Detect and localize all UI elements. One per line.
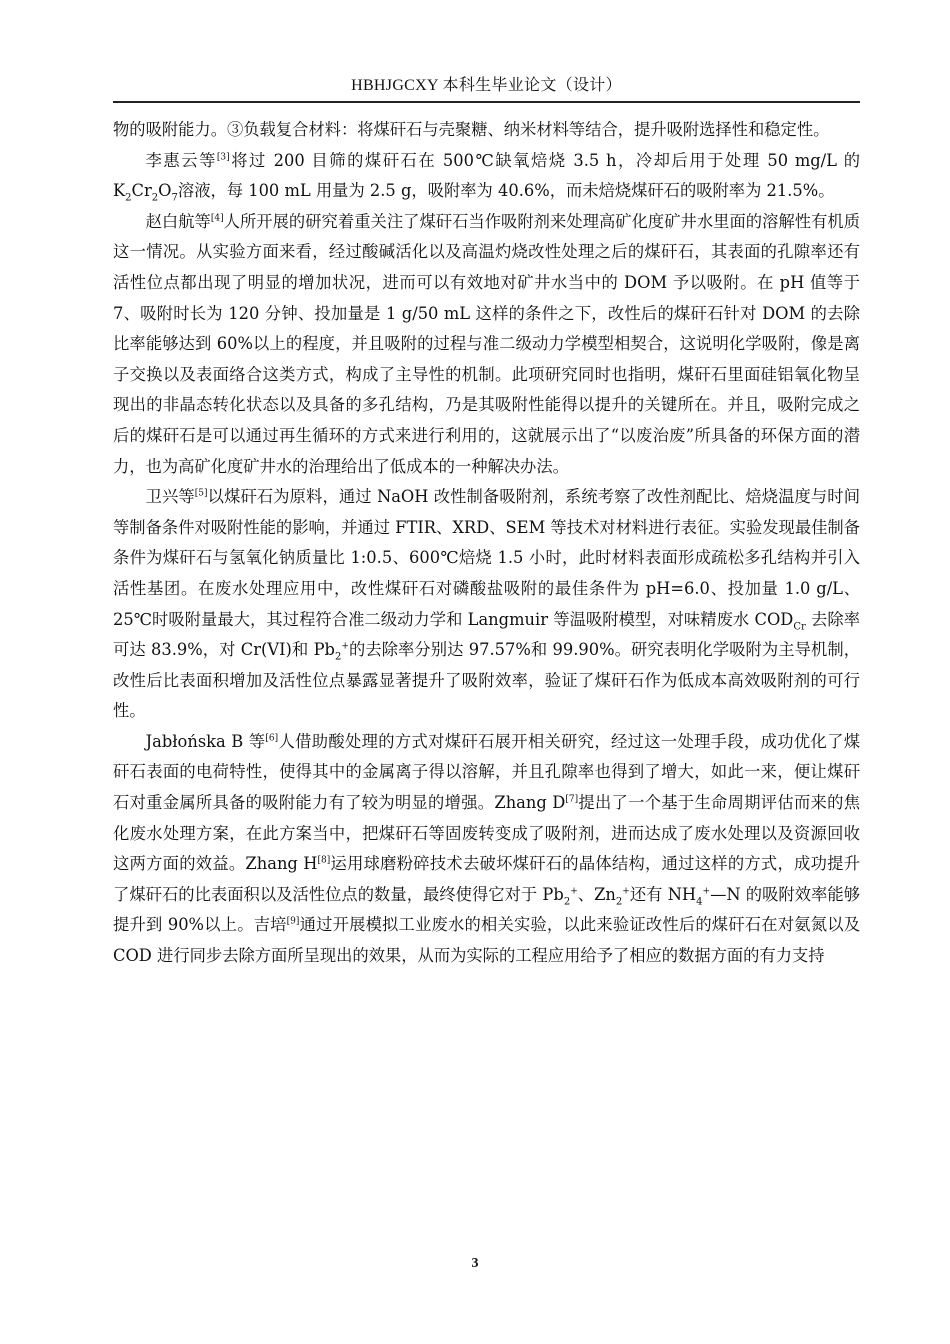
paragraph-text: Cr — [131, 181, 152, 201]
subscript: 2 — [151, 192, 159, 204]
paragraph-text: 提出了一个基于生命周期评估而来的焦化废水处理方案，在此方案当中，把煤矸石等固废转变成了吸附剂，进而达成了废水处理以及资源回收这两方面的效益。Zhang H — [113, 793, 860, 874]
paragraph-li-huiyun — [113, 146, 860, 207]
paragraph-text: 人借助酸处理的方式对煤矸石展开相关研究，经过这一处理手段，成功优化了煤矸石表面的电荷特性，使得其中的金属离子得以溶解，并且孔隙率也得到了增大，如此一来，便让煤矸石对重金属所具备的吸附能力有了较为明显的增强。Zhang D — [113, 731, 860, 813]
paragraph-text: 李惠云等 — [145, 150, 217, 170]
paragraph-text: —N 的吸附效率能够提升到 90%以上。吉培 — [113, 884, 860, 935]
citation-ref[interactable]: [8] — [317, 855, 331, 866]
subscript: Cr — [793, 620, 806, 632]
citation-ref[interactable]: [6] — [265, 733, 279, 744]
superscript: + — [341, 641, 349, 652]
paragraph-text: 运用球磨粉碎技术去破坏煤矸石的晶体结构，通过这样的方式，成功提升了煤矸石的比表面积以及活性位点的数量，最终使得它对于 Pb — [113, 854, 860, 904]
paragraph-text: 去除率可达 83.9%，对 Cr(VI)和 Pb — [113, 609, 860, 660]
superscript: + — [570, 886, 578, 897]
page-number: 3 — [471, 1256, 479, 1271]
paragraph-jablonska — [113, 727, 860, 972]
subscript: 2 — [125, 192, 132, 204]
superscript: + — [622, 886, 630, 897]
paragraph-text: 、Zn — [577, 884, 616, 904]
subscript: 7 — [171, 192, 178, 204]
body-text — [113, 115, 860, 972]
paragraph-text: 以煤矸石为原料，通过 NaOH 改性制备吸附剂，系统考察了改性剂配比、焙烧温度与时间等制备条件对吸附性能的影响，并通过 FTIR、XRD、SEM 等技术对材料进行表征。实验发现最佳制备条件为煤矸石与氢氧化钠质量比 1:0.5、600℃焙烧 1.5 小时，此时材料表面形成疏松多孔结构并引入活性基团。在废水处理应用中，改性煤矸石对磷酸盐吸附的最佳条件为 pH=6.0、投加量 1.0 g/L、25℃时吸附量最大，其过程符合准二级动力学和 Langmuir 等温吸附模型，对味精废水 COD — [113, 487, 860, 629]
subscript: 2 — [334, 651, 342, 663]
citation-ref[interactable]: [3] — [216, 152, 230, 163]
citation-ref[interactable]: [7] — [565, 794, 579, 805]
page-header — [113, 70, 860, 103]
paragraph-wei-xing — [113, 482, 860, 727]
paragraph-text: 还有 NH — [629, 884, 697, 904]
paragraph-text: Jabłońska B 等 — [145, 731, 266, 751]
paragraph-text: 通过开展模拟工业废水的相关实验，以此来验证改性后的煤矸石在对氨氮以及 COD 进行同步去除方面所呈现出的效果，从而为实际的工程应用给予了相应的数据方面的有力支持 — [113, 915, 860, 966]
header-title: HBHJGCXY 本科生毕业论文（设计） — [351, 77, 622, 94]
citation-ref[interactable]: [9] — [286, 917, 300, 928]
paragraph-text: 的去除率分别达 97.57%和 99.90%。研究表明化学吸附为主导机制，改性后比表面积增加及活性位点暴露显著提升了吸附效率，验证了煤矸石作为低成本高效吸附剂的可行性。 — [113, 640, 861, 721]
subscript: 4 — [696, 896, 703, 908]
paragraph-text: O — [158, 181, 172, 201]
superscript: + — [702, 886, 711, 897]
citation-ref[interactable]: [4] — [210, 213, 224, 224]
paragraph-zhao-baihang — [113, 207, 860, 482]
paragraph-text: 物的吸附能力。③负载复合材料：将煤矸石与壳聚糖、纳米材料等结合，提升吸附选择性和稳定性。 — [113, 120, 830, 139]
paragraph-continuation — [113, 115, 860, 146]
paragraph-text: 溶液，每 100 mL 用量为 2.5 g，吸附率为 40.6%，而未焙烧煤矸石的吸附率为 21.5%。 — [177, 181, 835, 201]
paragraph-text: 将过 200 目筛的煤矸石在 500℃缺氧焙烧 3.5 h，冷却后用于处理 50 mg/L 的 K — [113, 150, 860, 201]
subscript: 2 — [563, 896, 571, 908]
paragraph-text: 人所开展的研究着重关注了煤矸石当作吸附剂来处理高矿化度矿井水里面的溶解性有机质这一情况。从实验方面来看，经过酸碱活化以及高温灼烧改性处理之后的煤矸石，其表面的孔隙率还有活性位点都出现了明显的增加状况，进而可以有效地对矿井水当中的 DOM 予以吸附。在 pH 值等于 7、吸附时长为 120 分钟、投加量是 1 g/50 mL 这样的条件之下，改性后的煤矸石针对 DOM 的去除比率能够达到 60%以上的程度，并且吸附的过程与准二级动力学模型相契合，这说明化学吸附，像是离子交换以及表面络合这类方式，构成了主导性的机制。此项研究同时也指明，煤矸石里面硅铝氧化物呈现出的非晶态转化状态以及具备的多孔结构，乃是其吸附性能得以提升的关键所在。并且，吸附完成之后的煤矸石是可以通过再生循环的方式来进行利用的，这就展示出了“以废治废”所具备的环保方面的潜力，也为高矿化度矿井水的治理给出了低成本的一种解决办法。 — [113, 211, 860, 476]
paragraph-text: 卫兴等 — [145, 487, 195, 507]
paragraph-text: 赵白航等 — [145, 211, 211, 231]
subscript: 2 — [615, 896, 623, 908]
citation-ref[interactable]: [5] — [194, 488, 208, 499]
